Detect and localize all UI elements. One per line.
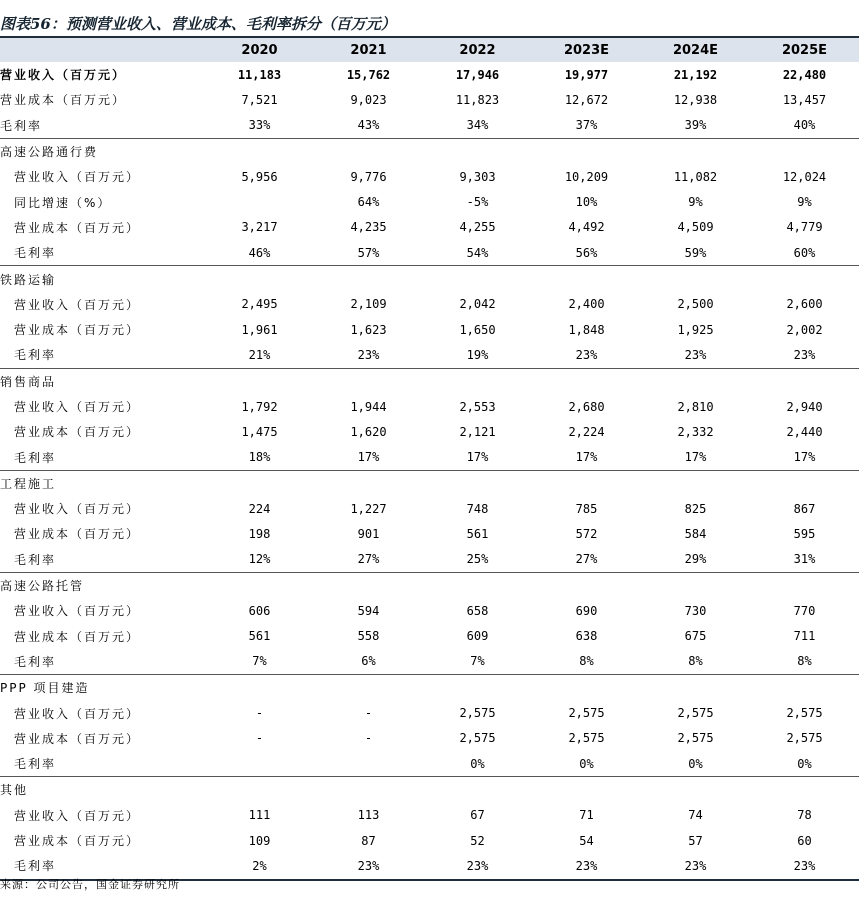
- row-label: 营业成本（百万元）: [14, 834, 141, 849]
- value-cell: -: [364, 731, 373, 746]
- value-cell: 12,938: [673, 92, 718, 107]
- value-cell: 2,224: [568, 424, 605, 439]
- value-cell: 1,475: [241, 424, 278, 439]
- value-cell: -: [364, 706, 373, 721]
- value-cell: 7%: [470, 654, 485, 669]
- value-cell: 60%: [793, 245, 816, 260]
- row-label: 营业收入（百万元）: [14, 706, 141, 721]
- value-cell: 2,042: [459, 297, 496, 312]
- value-cell: 2,002: [786, 322, 823, 337]
- value-cell: [750, 675, 859, 701]
- value-cell: [532, 368, 641, 394]
- segment-header-row: [0, 138, 859, 164]
- value-cell: 40%: [793, 118, 816, 133]
- forecast-table: [0, 38, 859, 881]
- value-cell: [314, 675, 423, 701]
- value-cell: 64%: [357, 195, 380, 210]
- value-cell: 60: [797, 833, 812, 848]
- value-cell: 2,440: [786, 424, 823, 439]
- value-cell: 11,823: [455, 92, 500, 107]
- value-cell: 2,553: [459, 399, 496, 414]
- value-cell: [205, 675, 314, 701]
- value-cell: 57: [688, 833, 703, 848]
- value-cell: 10%: [575, 195, 598, 210]
- value-cell: [750, 266, 859, 292]
- value-cell: 2%: [205, 853, 314, 879]
- value-cell: [205, 751, 314, 777]
- segment-row: [0, 189, 859, 214]
- segment-row: [0, 700, 859, 725]
- value-cell: [532, 470, 641, 496]
- segment-row: [0, 394, 859, 419]
- value-cell: [641, 675, 750, 701]
- value-cell: 1,848: [568, 322, 605, 337]
- value-cell: 87: [361, 833, 376, 848]
- value-cell: 17%: [575, 450, 598, 465]
- value-cell: 2,810: [677, 399, 714, 414]
- segment-name: 工程施工: [0, 470, 205, 496]
- value-cell: 606: [248, 603, 271, 618]
- value-cell: 37%: [575, 118, 598, 133]
- value-cell: 29%: [684, 552, 707, 567]
- segment-row: [0, 547, 859, 573]
- value-cell: 561: [248, 629, 271, 644]
- segment-row: [0, 342, 859, 368]
- value-cell: 0%: [688, 756, 703, 771]
- value-cell: 56%: [575, 245, 598, 260]
- table-header: [0, 38, 859, 62]
- value-cell: 17%: [793, 450, 816, 465]
- segment-header-row: [0, 572, 859, 598]
- value-cell: [532, 266, 641, 292]
- value-cell: [750, 470, 859, 496]
- value-cell: [532, 675, 641, 701]
- value-cell: 730: [684, 603, 707, 618]
- value-cell: 9,023: [350, 92, 387, 107]
- value-cell: 74: [688, 808, 703, 823]
- value-cell: 109: [248, 833, 271, 848]
- segment-name: PPP 项目建造: [0, 675, 205, 701]
- value-cell: 23%: [641, 853, 750, 879]
- value-cell: [423, 368, 532, 394]
- header-year: 2021: [314, 38, 423, 62]
- value-cell: 1,961: [241, 322, 278, 337]
- value-cell: [750, 138, 859, 164]
- value-cell: 867: [793, 501, 816, 516]
- segment-row: [0, 419, 859, 444]
- segment-header-row: [0, 675, 859, 701]
- segment-row: [0, 624, 859, 649]
- value-cell: 1,925: [677, 322, 714, 337]
- summary-row: [0, 113, 859, 139]
- value-cell: 748: [466, 501, 489, 516]
- value-cell: [641, 138, 750, 164]
- value-cell: 1,623: [350, 322, 387, 337]
- value-cell: 9,303: [459, 169, 496, 184]
- row-label: 营业收入（百万元）: [14, 604, 141, 619]
- value-cell: 2,575: [568, 731, 605, 746]
- value-cell: 2,121: [459, 424, 496, 439]
- value-cell: 2,575: [459, 731, 496, 746]
- header-year: 2022: [423, 38, 532, 62]
- row-label: 毛利率: [0, 853, 205, 879]
- value-cell: 15,762: [346, 67, 391, 82]
- segment-header-row: [0, 470, 859, 496]
- value-cell: [205, 777, 314, 803]
- value-cell: 7,521: [241, 92, 278, 107]
- value-cell: 690: [575, 603, 598, 618]
- value-cell: 572: [575, 526, 598, 541]
- value-cell: [641, 470, 750, 496]
- value-cell: 25%: [466, 552, 489, 567]
- header-year: 2025E: [750, 38, 859, 62]
- value-cell: [641, 266, 750, 292]
- value-cell: [750, 368, 859, 394]
- header-year: 2020: [205, 38, 314, 62]
- value-cell: 561: [466, 526, 489, 541]
- value-cell: 43%: [357, 118, 380, 133]
- row-label: 营业成本（百万元）: [14, 425, 141, 440]
- value-cell: 0%: [797, 756, 812, 771]
- table-body: [0, 62, 859, 880]
- value-cell: [532, 572, 641, 598]
- value-cell: 23%: [750, 853, 859, 879]
- value-cell: 2,575: [459, 706, 496, 721]
- segment-header-row: [0, 368, 859, 394]
- segment-row: [0, 317, 859, 342]
- value-cell: 17%: [466, 450, 489, 465]
- value-cell: [532, 777, 641, 803]
- source-note: 来源：公司公告，国金证券研究所: [0, 878, 180, 891]
- value-cell: [423, 266, 532, 292]
- header-label-cell: [0, 38, 205, 62]
- value-cell: 19,977: [564, 67, 609, 82]
- value-cell: [750, 572, 859, 598]
- value-cell: [205, 368, 314, 394]
- value-cell: [314, 572, 423, 598]
- value-cell: 711: [793, 629, 816, 644]
- value-cell: 558: [357, 629, 380, 644]
- value-cell: [641, 368, 750, 394]
- figure-title: 图表56：预测营业收入、营业成本、毛利率拆分（百万元）: [0, 15, 396, 33]
- value-cell: 198: [248, 526, 271, 541]
- row-label: 营业收入（百万元）: [14, 502, 141, 517]
- value-cell: 23%: [423, 853, 532, 879]
- row-label: 同比增速（%）: [14, 195, 112, 210]
- value-cell: 2,575: [568, 706, 605, 721]
- segment-header-row: [0, 777, 859, 803]
- segment-row: [0, 292, 859, 317]
- value-cell: [205, 266, 314, 292]
- value-cell: 8%: [579, 654, 594, 669]
- value-cell: 12,024: [782, 169, 827, 184]
- value-cell: 71: [579, 808, 594, 823]
- value-cell: 54: [579, 833, 594, 848]
- value-cell: -: [255, 706, 264, 721]
- value-cell: 12%: [248, 552, 271, 567]
- value-cell: [314, 266, 423, 292]
- value-cell: 901: [357, 526, 380, 541]
- value-cell: 17%: [357, 450, 380, 465]
- segment-row: [0, 444, 859, 470]
- header-row: [0, 38, 859, 62]
- value-cell: 658: [466, 603, 489, 618]
- value-cell: 2,575: [677, 731, 714, 746]
- value-cell: 2,400: [568, 297, 605, 312]
- segment-row: [0, 649, 859, 675]
- value-cell: 4,235: [350, 220, 387, 235]
- value-cell: [423, 138, 532, 164]
- value-cell: 2,575: [677, 706, 714, 721]
- row-label: 毛利率: [14, 757, 57, 772]
- value-cell: 23%: [684, 347, 707, 362]
- value-cell: [314, 777, 423, 803]
- value-cell: 23%: [357, 347, 380, 362]
- value-cell: 584: [684, 526, 707, 541]
- value-cell: 8%: [797, 654, 812, 669]
- value-cell: 57%: [357, 245, 380, 260]
- row-label: 营业收入（百万元）: [14, 297, 141, 312]
- row-label: 营业成本（百万元）: [14, 527, 141, 542]
- value-cell: 23%: [532, 853, 641, 879]
- value-cell: [205, 572, 314, 598]
- segment-row: [0, 240, 859, 266]
- value-cell: -5%: [466, 195, 489, 210]
- value-cell: 4,255: [459, 220, 496, 235]
- value-cell: 2,940: [786, 399, 823, 414]
- value-cell: 27%: [575, 552, 598, 567]
- segment-name: 高速公路通行费: [0, 138, 205, 164]
- row-label: 营业成本（百万元）: [0, 93, 127, 108]
- value-cell: 2,495: [241, 297, 278, 312]
- value-cell: 34%: [466, 118, 489, 133]
- value-cell: 54%: [466, 245, 489, 260]
- value-cell: 2,332: [677, 424, 714, 439]
- value-cell: [314, 138, 423, 164]
- value-cell: 59%: [684, 245, 707, 260]
- value-cell: [205, 470, 314, 496]
- value-cell: [423, 470, 532, 496]
- value-cell: 39%: [684, 118, 707, 133]
- value-cell: 224: [248, 501, 271, 516]
- segment-row: [0, 828, 859, 853]
- value-cell: 825: [684, 501, 707, 516]
- value-cell: [750, 777, 859, 803]
- summary-row: [0, 62, 859, 87]
- value-cell: 1,620: [350, 424, 387, 439]
- value-cell: 2,500: [677, 297, 714, 312]
- segment-header-row: [0, 266, 859, 292]
- header-year: 2023E: [532, 38, 641, 62]
- value-cell: 27%: [357, 552, 380, 567]
- value-cell: 8%: [688, 654, 703, 669]
- value-cell: 113: [357, 808, 380, 823]
- value-cell: 13,457: [782, 92, 827, 107]
- row-label: 营业收入（百万元）: [0, 68, 127, 83]
- value-cell: 4,492: [568, 220, 605, 235]
- row-label: 毛利率: [14, 246, 57, 261]
- value-cell: 3,217: [241, 220, 278, 235]
- value-cell: 4,779: [786, 220, 823, 235]
- value-cell: 11,183: [237, 67, 282, 82]
- value-cell: 67: [470, 808, 485, 823]
- value-cell: 1,650: [459, 322, 496, 337]
- value-cell: 638: [575, 629, 598, 644]
- value-cell: 609: [466, 629, 489, 644]
- value-cell: 10,209: [564, 169, 609, 184]
- row-label: 营业成本（百万元）: [14, 220, 141, 235]
- segment-row: [0, 803, 859, 828]
- value-cell: 770: [793, 603, 816, 618]
- value-cell: 2,109: [350, 297, 387, 312]
- value-cell: 594: [357, 603, 380, 618]
- row-label: 营业收入（百万元）: [14, 400, 141, 414]
- value-cell: [641, 777, 750, 803]
- value-cell: 6%: [361, 654, 376, 669]
- value-cell: 2,600: [786, 297, 823, 312]
- value-cell: 22,480: [782, 67, 827, 82]
- segment-name: 铁路运输: [0, 266, 205, 292]
- row-label: 毛利率: [14, 450, 57, 465]
- value-cell: 1,944: [350, 399, 387, 414]
- value-cell: [532, 138, 641, 164]
- value-cell: 2,575: [786, 731, 823, 746]
- row-label: 营业成本（百万元）: [14, 731, 141, 746]
- value-cell: -: [255, 731, 264, 746]
- segment-name: 销售商品: [0, 368, 205, 394]
- header-year: 2024E: [641, 38, 750, 62]
- value-cell: 23%: [575, 347, 598, 362]
- value-cell: 7%: [252, 654, 267, 669]
- value-cell: 17%: [684, 450, 707, 465]
- row-label: 毛利率: [14, 348, 57, 363]
- value-cell: 17,946: [455, 67, 500, 82]
- segment-row: [0, 164, 859, 189]
- row-label: 营业收入（百万元）: [14, 170, 141, 185]
- row-label: 营业成本（百万元）: [14, 629, 141, 644]
- row-label: 营业成本（百万元）: [14, 323, 141, 338]
- value-cell: 675: [684, 629, 707, 644]
- segment-row: [0, 215, 859, 240]
- segment-row: [0, 521, 859, 546]
- value-cell: 2,575: [786, 706, 823, 721]
- value-cell: 5,956: [241, 169, 278, 184]
- row-label: 毛利率: [14, 654, 57, 669]
- value-cell: 0%: [470, 756, 485, 771]
- value-cell: [423, 572, 532, 598]
- row-label: 毛利率: [0, 118, 43, 133]
- value-cell: [314, 470, 423, 496]
- segment-row: [0, 726, 859, 751]
- value-cell: 11,082: [673, 169, 718, 184]
- value-cell: 33%: [248, 118, 271, 133]
- value-cell: [314, 751, 423, 777]
- value-cell: 111: [248, 808, 271, 823]
- value-cell: 52: [470, 833, 485, 848]
- value-cell: 0%: [579, 756, 594, 771]
- value-cell: 23%: [314, 853, 423, 879]
- value-cell: 785: [575, 501, 598, 516]
- value-cell: 9%: [797, 195, 812, 210]
- value-cell: 9%: [688, 195, 703, 210]
- value-cell: [641, 572, 750, 598]
- value-cell: 46%: [248, 245, 271, 260]
- value-cell: 1,792: [241, 399, 278, 414]
- value-cell: [314, 368, 423, 394]
- value-cell: 21,192: [673, 67, 718, 82]
- row-label: 营业收入（百万元）: [14, 808, 141, 823]
- segment-name: 高速公路托管: [0, 572, 205, 598]
- value-cell: 4,509: [677, 220, 714, 235]
- segment-row: [0, 751, 859, 777]
- segment-row: [0, 598, 859, 623]
- value-cell: 31%: [793, 552, 816, 567]
- value-cell: [423, 675, 532, 701]
- value-cell: [205, 138, 314, 164]
- value-cell: 21%: [248, 347, 271, 362]
- value-cell: 1,227: [350, 501, 387, 516]
- value-cell: 23%: [793, 347, 816, 362]
- value-cell: 19%: [466, 347, 489, 362]
- value-cell: [205, 189, 314, 214]
- value-cell: 18%: [248, 450, 271, 465]
- summary-row: [0, 87, 859, 112]
- segment-row: [0, 496, 859, 521]
- value-cell: 2,680: [568, 399, 605, 414]
- value-cell: 12,672: [564, 92, 609, 107]
- value-cell: 78: [797, 808, 812, 823]
- segment-name: 其他: [0, 777, 205, 803]
- value-cell: 9,776: [350, 169, 387, 184]
- value-cell: 595: [793, 526, 816, 541]
- row-label: 毛利率: [14, 552, 57, 567]
- value-cell: [423, 777, 532, 803]
